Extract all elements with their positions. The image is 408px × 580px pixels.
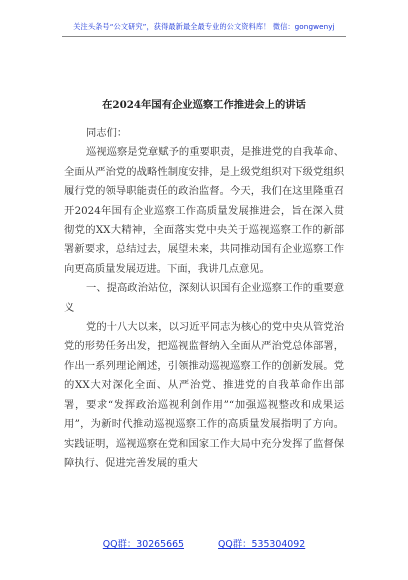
salutation: 同志们： [86, 127, 128, 139]
qq-group-link-1[interactable]: QQ群：30265665 [102, 539, 185, 550]
qq-group-link-2[interactable]: QQ群：535304092 [218, 539, 306, 550]
section-heading: 一、提高政治站位，深刻认识国有企业巡察工作的重要意义 [64, 282, 344, 314]
document-body [64, 124, 344, 473]
document-title: 在2024年国有企业巡察工作推进会上的讲话 [102, 99, 306, 111]
header-divider [62, 36, 346, 37]
header-banner: 关注头条号“公文研究”，获得最新最全最专业的公文资料库！ 微信：gongwenyj [73, 22, 335, 31]
body-paragraph: 党的十八大以来，以习近平同志为核心的党中央从管党治党的形势任务出发，把巡视监督纳入全面从严治党总体部署，作出一系列理论阐述，引领推动巡视巡察工作的创新发展。党的XX大对深化全面、从严治党、推进党的自我革命作出部署，要求“发挥政治巡视利剑作用”“加强巡视整改和成果运用”，为新时代推动巡视巡察工作的高质量发展指明了方向。实践证明，巡视巡察在党和国家工作大局中充分发挥了监督保障执行、促进完善发展的重大 [64, 321, 344, 469]
footer [0, 536, 408, 550]
body-paragraph: 巡视巡察是党章赋予的重要职责，是推进党的自我革命、全面从严治党的战略性制度安排，是上级党组织对下级党组织履行党的领导职能责任的政治监督。今天，我们在这里隆重召开2024年国有企业巡察工作高质量发展推进会，旨在深入贯彻党的XX大精神，全面落实党中央关于巡视巡察工作的新部署新要求，总结过去，展望未来，共同推动国有企业巡察工作向更高质量发展迈进。下面，我讲几点意见。 [64, 146, 344, 275]
